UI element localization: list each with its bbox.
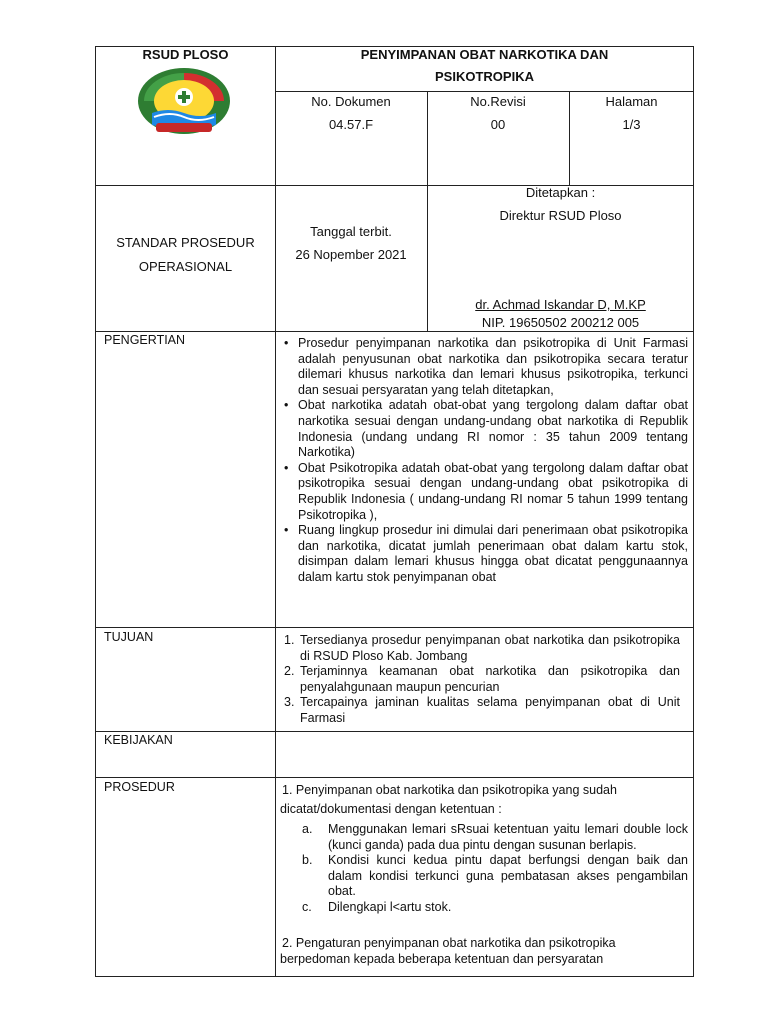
signer-name: dr. Achmad Iskandar D, M.KP [475,297,646,312]
item-text: Dilengkapi l<artu stok. [328,899,452,914]
document-number-label: No. Dokumen [311,94,391,109]
row-divider [275,91,694,92]
item-text: Terjaminnya keamanan obat narkotika dan psikotropika dan penyalahgunaan maupun pencurian [300,664,680,694]
row-divider [96,731,694,732]
approval-label: Ditetapkan : [525,185,596,200]
issue-date-label: Tanggal terbit. [310,224,392,239]
list-item: • Obat narkotika adatah obat-obat yang tergolong dalam daftar obat narkotika sesuai dengan undang-undang obat narkotika di Republik Indonesia (undang undang RI nomor : 35 tahun 2009 tentang Narkotika) [280,398,688,460]
row-divider [96,627,694,628]
sop-document [95,46,694,977]
list-item [280,695,680,726]
signer-nip: NIP. 19650502 200212 005 [481,315,640,330]
section-label-prosedur: PROSEDUR [104,780,175,794]
row-divider [96,331,694,332]
item-letter: b. [302,853,313,868]
procedure-step1-line2: dicatat/dokumentasi dengan ketentuan : [280,802,502,816]
document-title-line2: PSIKOTROPIKA [435,69,534,84]
page-label: Halaman [605,94,658,109]
pengertian-list [280,336,688,586]
procedure-step2-line1: 2. Pengaturan penyimpanan obat narkotika dan psikotropika [282,936,616,950]
list-item [280,664,680,695]
procedure-step1-line1: 1. Penyimpanan obat narkotika dan psikotropika yang sudah [282,783,617,797]
list-item [280,633,680,664]
document-title-line1: PENYIMPANAN OBAT NARKOTIKA DAN [360,47,609,62]
procedure-step2-line2: berpedoman kepada beberapa ketentuan dan persyaratan [280,952,604,966]
spo-label-line2: OPERASIONAL [138,259,233,274]
page-value: 1/3 [622,117,641,132]
section-label-pengertian: PENGERTIAN [104,333,186,347]
approver-title: Direktur RSUD Ploso [499,208,622,223]
spo-label-line1: STANDAR PROSEDUR [116,235,255,250]
list-item: • Ruang lingkup prosedur ini dimulai dari penerimaan obat psikotropika dan narkotika, dicatat jumlah penerimaan obat dalam kartu stok, disimpan dalam lemari khusus hingga obat dicatat penggunaannya dalam kartu stok penyimpanan obat [280,523,688,585]
hospital-name: RSUD PLOSO [142,47,229,62]
row-divider [96,777,694,778]
hospital-logo [136,67,232,135]
item-number: 3. [284,695,295,710]
list-item [302,822,688,853]
list-item [302,853,688,900]
tujuan-list [280,633,680,727]
revision-value: 00 [490,117,506,132]
item-letter: a. [302,822,313,836]
item-number: 1. [284,633,295,647]
procedure-subitems [302,822,688,916]
section-label-kebijakan: KEBIJAKAN [104,733,173,747]
item-letter: c. [302,899,312,914]
revision-label: No.Revisi [470,94,526,109]
section-label-tujuan: TUJUAN [104,630,154,644]
list-item: • Prosedur penyimpanan narkotika dan psikotropika di Unit Farmasi adalah penyusunan obat narkotika dan psikotropika secara teratur dilemari khusus narkotika dan lemari khusus psikotropika, terkunci dan sesuai persyaratan yang telah ditetapkan, [280,336,688,398]
item-text: Menggunakan lemari sRsuai ketentuan yaitu lemari double lock (kunci ganda) pada dua pintu dengan susunan berlapis. [328,822,688,852]
item-text: Kondisi kunci kedua pintu dapat berfungsi dengan baik dan dalam kondisi terkunci guna pembatasan akses pengambilan obat. [328,853,688,899]
list-item [302,900,688,916]
item-text: Tersedianya prosedur penyimpanan obat narkotika dan psikotropika di RSUD Ploso Kab. Jombang [300,633,680,663]
issue-date-value: 26 Nopember 2021 [295,247,407,262]
column-divider [275,47,276,977]
item-text: Tercapainya jaminan kualitas selama penyimpanan obat di Unit Farmasi [300,695,680,725]
item-number: 2. [284,664,295,679]
document-number-value: 04.57.F [328,117,374,132]
list-item: • Obat Psikotropika adatah obat-obat yang tergolong dalam daftar obat psikotropika sesuai dengan undang-undang obat psikotropika di Republik Indonesia ( undang-undang RI nomar 5 tahun 1999 tentang Psikotropika ), [280,461,688,523]
